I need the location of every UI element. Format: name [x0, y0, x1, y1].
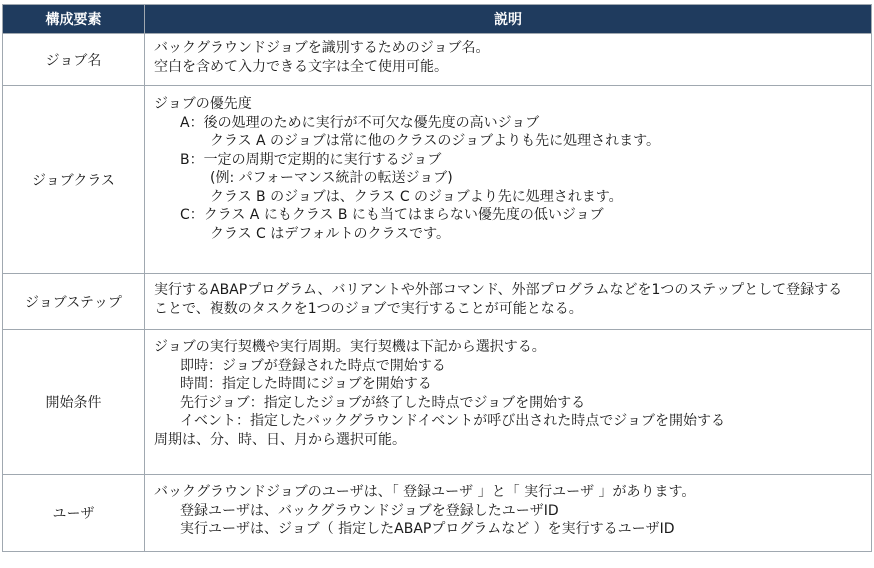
description-line: C：クラス A にもクラス B にも当てはまらない優先度の低いジョブ	[180, 207, 604, 223]
description-line: バックグラウンドジョブを識別するためのジョブ名。	[154, 40, 490, 56]
description-line: バックグラウンドジョブのユーザは、「 登録ユーザ 」と「 実行ユーザ 」があります。	[154, 484, 696, 500]
row-name: 開始条件	[3, 330, 145, 475]
description-line: 実行ユーザは、ジョブ（ 指定したABAPプログラムなど ）を実行するユーザID	[180, 521, 675, 537]
row-name: ジョブクラス	[3, 86, 145, 274]
description-line: 先行ジョブ：指定したジョブが終了した時点でジョブを開始する	[180, 394, 586, 411]
description-line: イベント：指定したバックグラウンドイベントが呼び出された時点でジョブを開始する	[180, 413, 726, 429]
table-row	[3, 330, 872, 475]
description-line: 周期は、分、時、日、月から選択可能。	[154, 431, 406, 448]
description-line: クラス B のジョブは、クラス C のジョブより先に処理されます。	[210, 188, 623, 205]
description-line: 即時：ジョブが登録された時点で開始する	[180, 357, 446, 374]
row-description	[145, 330, 872, 475]
row-description	[145, 274, 872, 330]
description-line: 時間：指定した時間にジョブを開始する	[180, 376, 432, 392]
row-description	[145, 86, 872, 274]
description-line: ジョブの実行契機や実行周期。実行契機は下記から選択する。	[154, 339, 546, 355]
row-description	[145, 34, 872, 86]
table-row	[3, 34, 872, 86]
row-name: ユーザ	[3, 475, 145, 552]
description-line: B：一定の周期で定期的に実行するジョブ	[180, 151, 442, 168]
description-line: (例: パフォーマンス統計の転送ジョブ)	[210, 170, 453, 186]
description-line: 実行するABAPプログラム、バリアントや外部コマンド、外部プログラムなどを1つのステップとして登録する	[154, 282, 843, 298]
table-row	[3, 86, 872, 274]
row-name: ジョブステップ	[3, 274, 145, 330]
row-description	[145, 475, 872, 552]
row-name: ジョブ名	[3, 34, 145, 86]
header-component: 構成要素	[3, 5, 145, 34]
description-line: クラス A のジョブは常に他のクラスのジョブよりも先に処理されます。	[210, 133, 660, 149]
table-header-row	[3, 5, 872, 34]
description-line: クラス C はデフォルトのクラスです。	[210, 225, 451, 242]
table-row	[3, 274, 872, 330]
job-definition-table	[2, 4, 872, 552]
description-line: 空白を含めて入力できる文字は全て使用可能。	[154, 58, 448, 75]
description-line: ことで、複数のタスクを1つのジョブで実行することが可能となる。	[154, 300, 583, 317]
description-line: 登録ユーザは、バックグラウンドジョブを登録したユーザID	[180, 502, 559, 519]
header-description: 説明	[145, 5, 872, 34]
description-line: A：後の処理のために実行が不可欠な優先度の高いジョブ	[180, 114, 540, 131]
table-row	[3, 475, 872, 552]
description-line: ジョブの優先度	[154, 96, 252, 112]
